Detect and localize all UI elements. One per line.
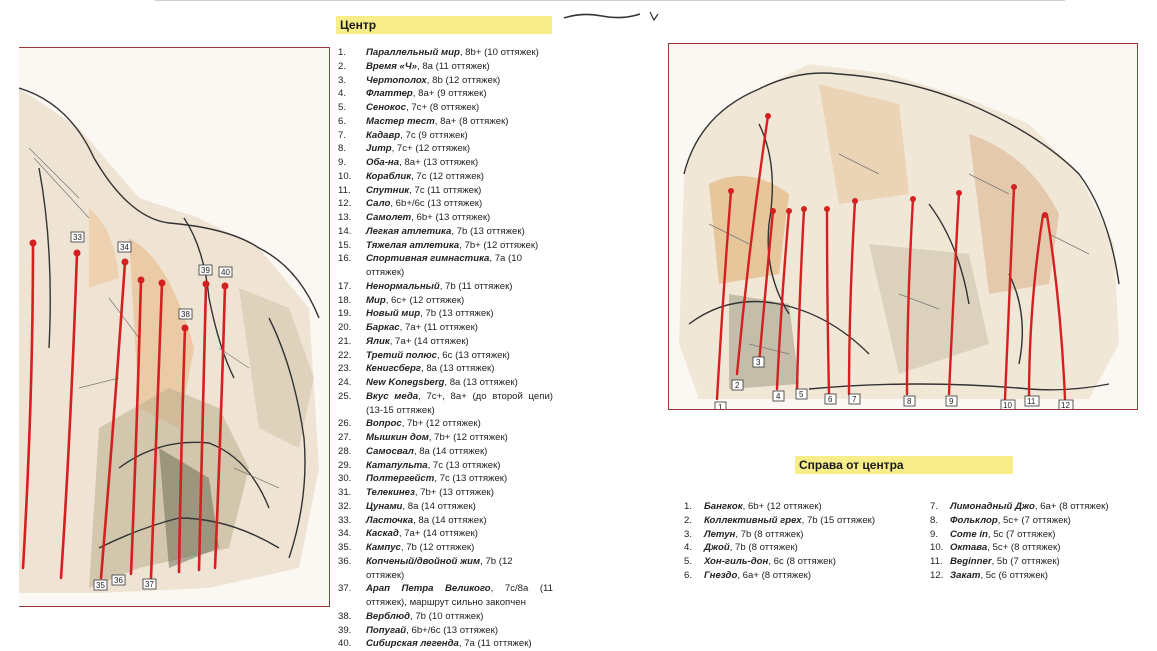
route-details: , 5c+ (8 оттяжек) — [987, 542, 1061, 554]
route-name: Баркас — [366, 322, 400, 333]
route-item — [338, 87, 553, 101]
route-details: , 6b+ (13 оттяжек) — [411, 212, 491, 223]
route-item — [338, 417, 553, 431]
route-name: Хон-гиль-дон — [704, 556, 769, 567]
route-details: , 7a+ (14 оттяжек) — [398, 528, 478, 540]
route-label-37: 37 — [145, 580, 154, 589]
route-name: Цунами — [366, 500, 403, 512]
route-details: , 5c+ (7 оттяжек) — [997, 514, 1071, 526]
route-number: 2. — [684, 514, 693, 526]
right-route-list-col1 — [684, 500, 914, 583]
route-item — [338, 362, 553, 376]
route-details: , 7c+, 8a+ (до второй цепи) (13-15 оттяжек) — [366, 390, 554, 416]
route-item — [338, 184, 553, 198]
route-label-34: 34 — [120, 243, 129, 252]
route-number: 21. — [338, 335, 352, 347]
route-name: Jump — [366, 143, 392, 155]
route-details: , 8a+ (9 оттяжек) — [412, 88, 487, 100]
route-details: , 8a (14 оттяжек) — [413, 514, 487, 526]
route-label-r1: 1 — [718, 403, 723, 409]
route-number: 23. — [338, 363, 352, 375]
route-name: Каскад — [366, 528, 399, 540]
route-details: , 7c (11 оттяжек) — [409, 184, 482, 196]
route-label-33: 33 — [73, 233, 82, 242]
route-item — [338, 541, 553, 555]
route-name: Ненормальный — [366, 280, 440, 292]
route-name: Спутник — [366, 184, 410, 196]
route-number: 12. — [338, 198, 352, 210]
route-name: Сенокос — [366, 102, 406, 113]
route-details: , 7b (12 оттяжек) — [400, 542, 475, 553]
route-item — [338, 115, 553, 129]
route-label-35: 35 — [96, 581, 105, 590]
route-name: Beginner — [950, 556, 992, 567]
route-details: , 7b (10 оттяжек) — [410, 610, 484, 622]
route-item — [684, 514, 914, 528]
route-number: 39. — [338, 624, 352, 636]
route-item — [338, 514, 553, 528]
route-number: 20. — [338, 322, 352, 333]
topo-left-image — [19, 47, 330, 607]
route-name: Третий полюс — [366, 349, 437, 361]
route-name: Мышкин дом — [366, 432, 429, 443]
route-number: 6. — [338, 115, 347, 127]
route-name: Сибирская легенда — [366, 638, 459, 650]
route-label-r3: 3 — [756, 358, 761, 367]
route-number: 11. — [338, 184, 351, 196]
route-details: , 6c+ (12 оттяжек) — [385, 294, 465, 306]
route-label-r5: 5 — [799, 390, 804, 399]
route-details: , 7c/8a (11 оттяжек), маршрут сильно закопчен — [366, 583, 554, 608]
route-item — [338, 321, 553, 335]
route-number: 14. — [338, 225, 352, 237]
route-name: Бангкок — [704, 501, 743, 512]
route-label-r9: 9 — [949, 397, 954, 406]
route-item — [338, 431, 553, 445]
route-number: 38. — [338, 610, 352, 622]
route-item — [684, 555, 914, 569]
route-label-36: 36 — [114, 576, 123, 585]
route-number: 15. — [338, 239, 352, 251]
route-name: Попугай — [366, 624, 407, 636]
route-details: , 8a (13 оттяжек) — [421, 363, 495, 375]
top-rule — [155, 0, 1065, 1]
route-number: 3. — [684, 528, 693, 540]
route-name: Новый мир — [366, 308, 421, 320]
route-number: 27. — [338, 432, 352, 443]
route-details: , 6b+/6c (13 оттяжек) — [406, 624, 499, 636]
route-number: 16. — [338, 253, 352, 265]
route-number: 33. — [338, 514, 352, 526]
scribble-mark — [562, 8, 672, 24]
route-name: Мастер тест — [366, 115, 435, 127]
right-section-title: Справа от центра — [795, 456, 1013, 474]
route-number: 8. — [930, 514, 939, 526]
route-name: Легкая атлетика — [366, 225, 452, 237]
route-name: Ласточка — [366, 514, 414, 526]
route-number: 25. — [338, 390, 352, 402]
route-label-40: 40 — [221, 268, 230, 277]
route-details: , 7c+ (12 оттяжек) — [391, 143, 471, 155]
route-number: 7. — [930, 501, 939, 512]
route-details: , 7a+ (11 оттяжек) — [399, 322, 478, 333]
route-details: , 7c (9 оттяжек) — [400, 129, 468, 141]
route-details: , 7b+ (13 оттяжек) — [414, 487, 494, 498]
route-number: 24. — [338, 377, 352, 388]
topo-right-image — [668, 43, 1138, 410]
route-number: 19. — [338, 308, 352, 320]
route-item — [338, 129, 553, 143]
route-name: Полтергейст — [366, 473, 435, 485]
route-item — [338, 624, 553, 638]
route-number: 1. — [684, 501, 693, 512]
route-name: Самосвал — [366, 445, 414, 457]
route-number: 5. — [684, 556, 693, 567]
route-item — [684, 500, 914, 514]
route-item — [338, 610, 553, 624]
route-details: , 6c (8 оттяжек) — [768, 556, 836, 567]
route-item — [930, 500, 1140, 514]
route-name: Арап Петра Великого — [366, 583, 491, 595]
route-details: , 7a (11 оттяжек) — [458, 638, 532, 650]
route-number: 6. — [684, 569, 693, 581]
route-name: Катапульта — [366, 459, 428, 471]
route-item — [338, 170, 553, 184]
route-label-38: 38 — [181, 310, 190, 319]
route-details: , 7c (13 оттяжек) — [434, 473, 508, 485]
route-details: , 6b+/6c (13 оттяжек) — [390, 198, 483, 210]
route-number: 35. — [338, 542, 352, 553]
route-item — [338, 74, 553, 88]
route-number: 11. — [930, 556, 943, 567]
route-item — [338, 280, 553, 294]
route-item — [338, 142, 553, 156]
route-number: 7. — [338, 129, 347, 141]
route-item — [338, 459, 553, 473]
route-item — [684, 528, 914, 542]
route-item — [338, 294, 553, 308]
route-number: 34. — [338, 528, 352, 540]
route-label-r7: 7 — [852, 395, 857, 404]
route-item — [338, 225, 553, 239]
route-label-r11: 11 — [1027, 397, 1036, 406]
route-details: , 8a+ (8 оттяжек) — [434, 115, 509, 127]
route-name: Коллективный грех — [704, 514, 802, 526]
route-name: Тяжелая атлетика — [366, 239, 460, 251]
route-name: New Konegsberg — [366, 377, 445, 388]
route-number: 31. — [338, 487, 352, 498]
route-name: Сало — [366, 198, 391, 210]
route-details: , 8a (11 оттяжек) — [417, 60, 490, 72]
route-label-r8: 8 — [907, 397, 912, 406]
route-item — [338, 349, 553, 363]
route-number: 26. — [338, 418, 352, 430]
route-details: , 8a (13 оттяжек) — [444, 377, 518, 388]
route-details: , 7a (10 оттяжек) — [366, 253, 522, 278]
route-details: , 7b (8 оттяжек) — [735, 528, 804, 540]
route-details: , 8b (12 оттяжек) — [426, 74, 501, 86]
route-item — [338, 500, 553, 514]
route-number: 12. — [930, 569, 944, 581]
route-name: Закат — [950, 569, 981, 581]
route-item — [338, 156, 553, 170]
route-details: , 6b+ (12 оттяжек) — [742, 501, 822, 512]
route-name: Мир — [366, 294, 386, 306]
route-number: 40. — [338, 638, 352, 650]
center-section-title: Центр — [336, 16, 552, 34]
center-route-list — [338, 46, 553, 651]
route-name: Летун — [704, 528, 736, 540]
route-item — [338, 46, 553, 60]
route-name: Чертополох — [366, 74, 427, 86]
route-name: Вопрос — [366, 418, 402, 430]
route-number: 32. — [338, 500, 352, 512]
route-name: Come in — [950, 528, 988, 540]
route-details: , 6a+ (8 оттяжек) — [1034, 501, 1109, 512]
route-name: Самолет — [366, 212, 412, 223]
route-number: 37. — [338, 583, 352, 595]
route-details: , 8a (14 оттяжек) — [402, 500, 476, 512]
route-name: Лимонадный Джо — [950, 501, 1035, 512]
route-label-r2: 2 — [735, 381, 740, 390]
route-number: 28. — [338, 445, 352, 457]
route-name: Вкус меда — [366, 390, 419, 402]
route-item — [338, 445, 553, 459]
route-name: Фольклор — [950, 514, 998, 526]
route-item — [338, 335, 553, 349]
route-item — [684, 541, 914, 555]
route-number: 10. — [338, 170, 352, 182]
route-number: 1. — [338, 47, 347, 58]
route-details: , 7a+ (14 оттяжек) — [389, 335, 469, 347]
route-number: 30. — [338, 473, 352, 485]
route-number: 8. — [338, 143, 347, 155]
route-label-r10: 10 — [1003, 401, 1012, 409]
topo-left-drawing — [19, 48, 329, 606]
route-item — [338, 307, 553, 321]
route-number: 4. — [684, 542, 693, 554]
route-details: , 7b (15 оттяжек) — [801, 514, 876, 526]
route-details: , 7b+ (12 оттяжек) — [428, 432, 508, 443]
route-item — [930, 569, 1140, 583]
route-item — [338, 472, 553, 486]
route-label-r4: 4 — [776, 392, 781, 401]
route-label-r6: 6 — [828, 395, 833, 404]
right-route-list-col2 — [930, 500, 1140, 583]
route-details: , 7b (8 оттяжек) — [729, 542, 798, 554]
route-number: 9. — [930, 528, 939, 540]
route-number: 22. — [338, 349, 352, 361]
route-item — [338, 60, 553, 74]
route-item — [338, 582, 553, 610]
route-number: 29. — [338, 459, 352, 471]
route-name: Спортивная гимнастика — [366, 253, 490, 265]
route-name: Кадавр — [366, 129, 401, 141]
route-item — [338, 486, 553, 500]
route-item — [338, 390, 553, 418]
route-name: Флаттер — [366, 88, 413, 100]
route-details: , 7c (13 оттяжек) — [427, 459, 501, 471]
route-details: , 6a+ (8 оттяжек) — [737, 569, 812, 581]
route-item — [338, 376, 553, 390]
route-item — [338, 555, 553, 583]
route-details: , 7c (12 оттяжек) — [411, 170, 485, 182]
route-name: Октава — [950, 542, 988, 554]
route-number: 3. — [338, 74, 347, 86]
route-name: Кораблик — [366, 170, 412, 182]
route-details: , 7b+ (12 оттяжек) — [401, 418, 481, 430]
route-name: Время «Ч» — [366, 60, 417, 72]
route-name: Копченый/двойной жим — [366, 555, 481, 567]
route-number: 17. — [338, 280, 352, 292]
route-details: , 5c (6 оттяжек) — [980, 569, 1048, 581]
route-details: , 5c (7 оттяжек) — [987, 528, 1056, 540]
route-name: Кенигсберг — [366, 363, 421, 375]
route-item — [338, 211, 553, 225]
route-name: Кампус — [366, 542, 401, 553]
route-details: , 7b (11 оттяжек) — [439, 280, 513, 292]
route-number: 13. — [338, 212, 352, 223]
route-item — [930, 528, 1140, 542]
route-name: Параллельный мир — [366, 47, 460, 58]
route-label-39: 39 — [201, 266, 210, 275]
route-details: , 5b (7 оттяжек) — [991, 556, 1060, 567]
route-item — [338, 101, 553, 115]
route-item — [930, 541, 1140, 555]
route-details: , 7c+ (8 оттяжек) — [405, 102, 480, 113]
route-details: , 7b (12 оттяжек) — [366, 555, 513, 581]
route-details: , 7b (13 оттяжек) — [420, 308, 494, 320]
route-item — [338, 252, 553, 280]
route-details: , 6c (13 оттяжек) — [436, 349, 510, 361]
route-name: Телекинез — [366, 487, 415, 498]
route-number: 36. — [338, 555, 352, 567]
route-item — [684, 569, 914, 583]
route-number: 5. — [338, 102, 347, 113]
route-item — [338, 637, 553, 651]
route-name: Верблюд — [366, 610, 411, 622]
route-number: 9. — [338, 157, 347, 168]
route-name: Гнездо — [704, 569, 738, 581]
route-details: , 7b+ (12 оттяжек) — [459, 239, 539, 251]
route-number: 4. — [338, 88, 347, 100]
route-number: 10. — [930, 542, 944, 554]
route-name: Джой — [704, 542, 730, 554]
route-item — [338, 527, 553, 541]
route-item — [338, 239, 553, 253]
route-number: 2. — [338, 60, 347, 72]
route-details: , 8a+ (13 оттяжек) — [399, 157, 479, 168]
route-details: , 8a (14 оттяжек) — [413, 445, 488, 457]
route-details: , 7b (13 оттяжек) — [451, 225, 525, 237]
route-item — [930, 514, 1140, 528]
route-label-r12: 12 — [1061, 401, 1070, 409]
route-item — [930, 555, 1140, 569]
topo-right-drawing — [669, 44, 1137, 409]
route-name: Ялик — [366, 335, 390, 347]
route-details: , 8b+ (10 оттяжек) — [459, 47, 539, 58]
route-name: Оба-на — [366, 157, 400, 168]
route-item — [338, 197, 553, 211]
route-number: 18. — [338, 294, 352, 306]
